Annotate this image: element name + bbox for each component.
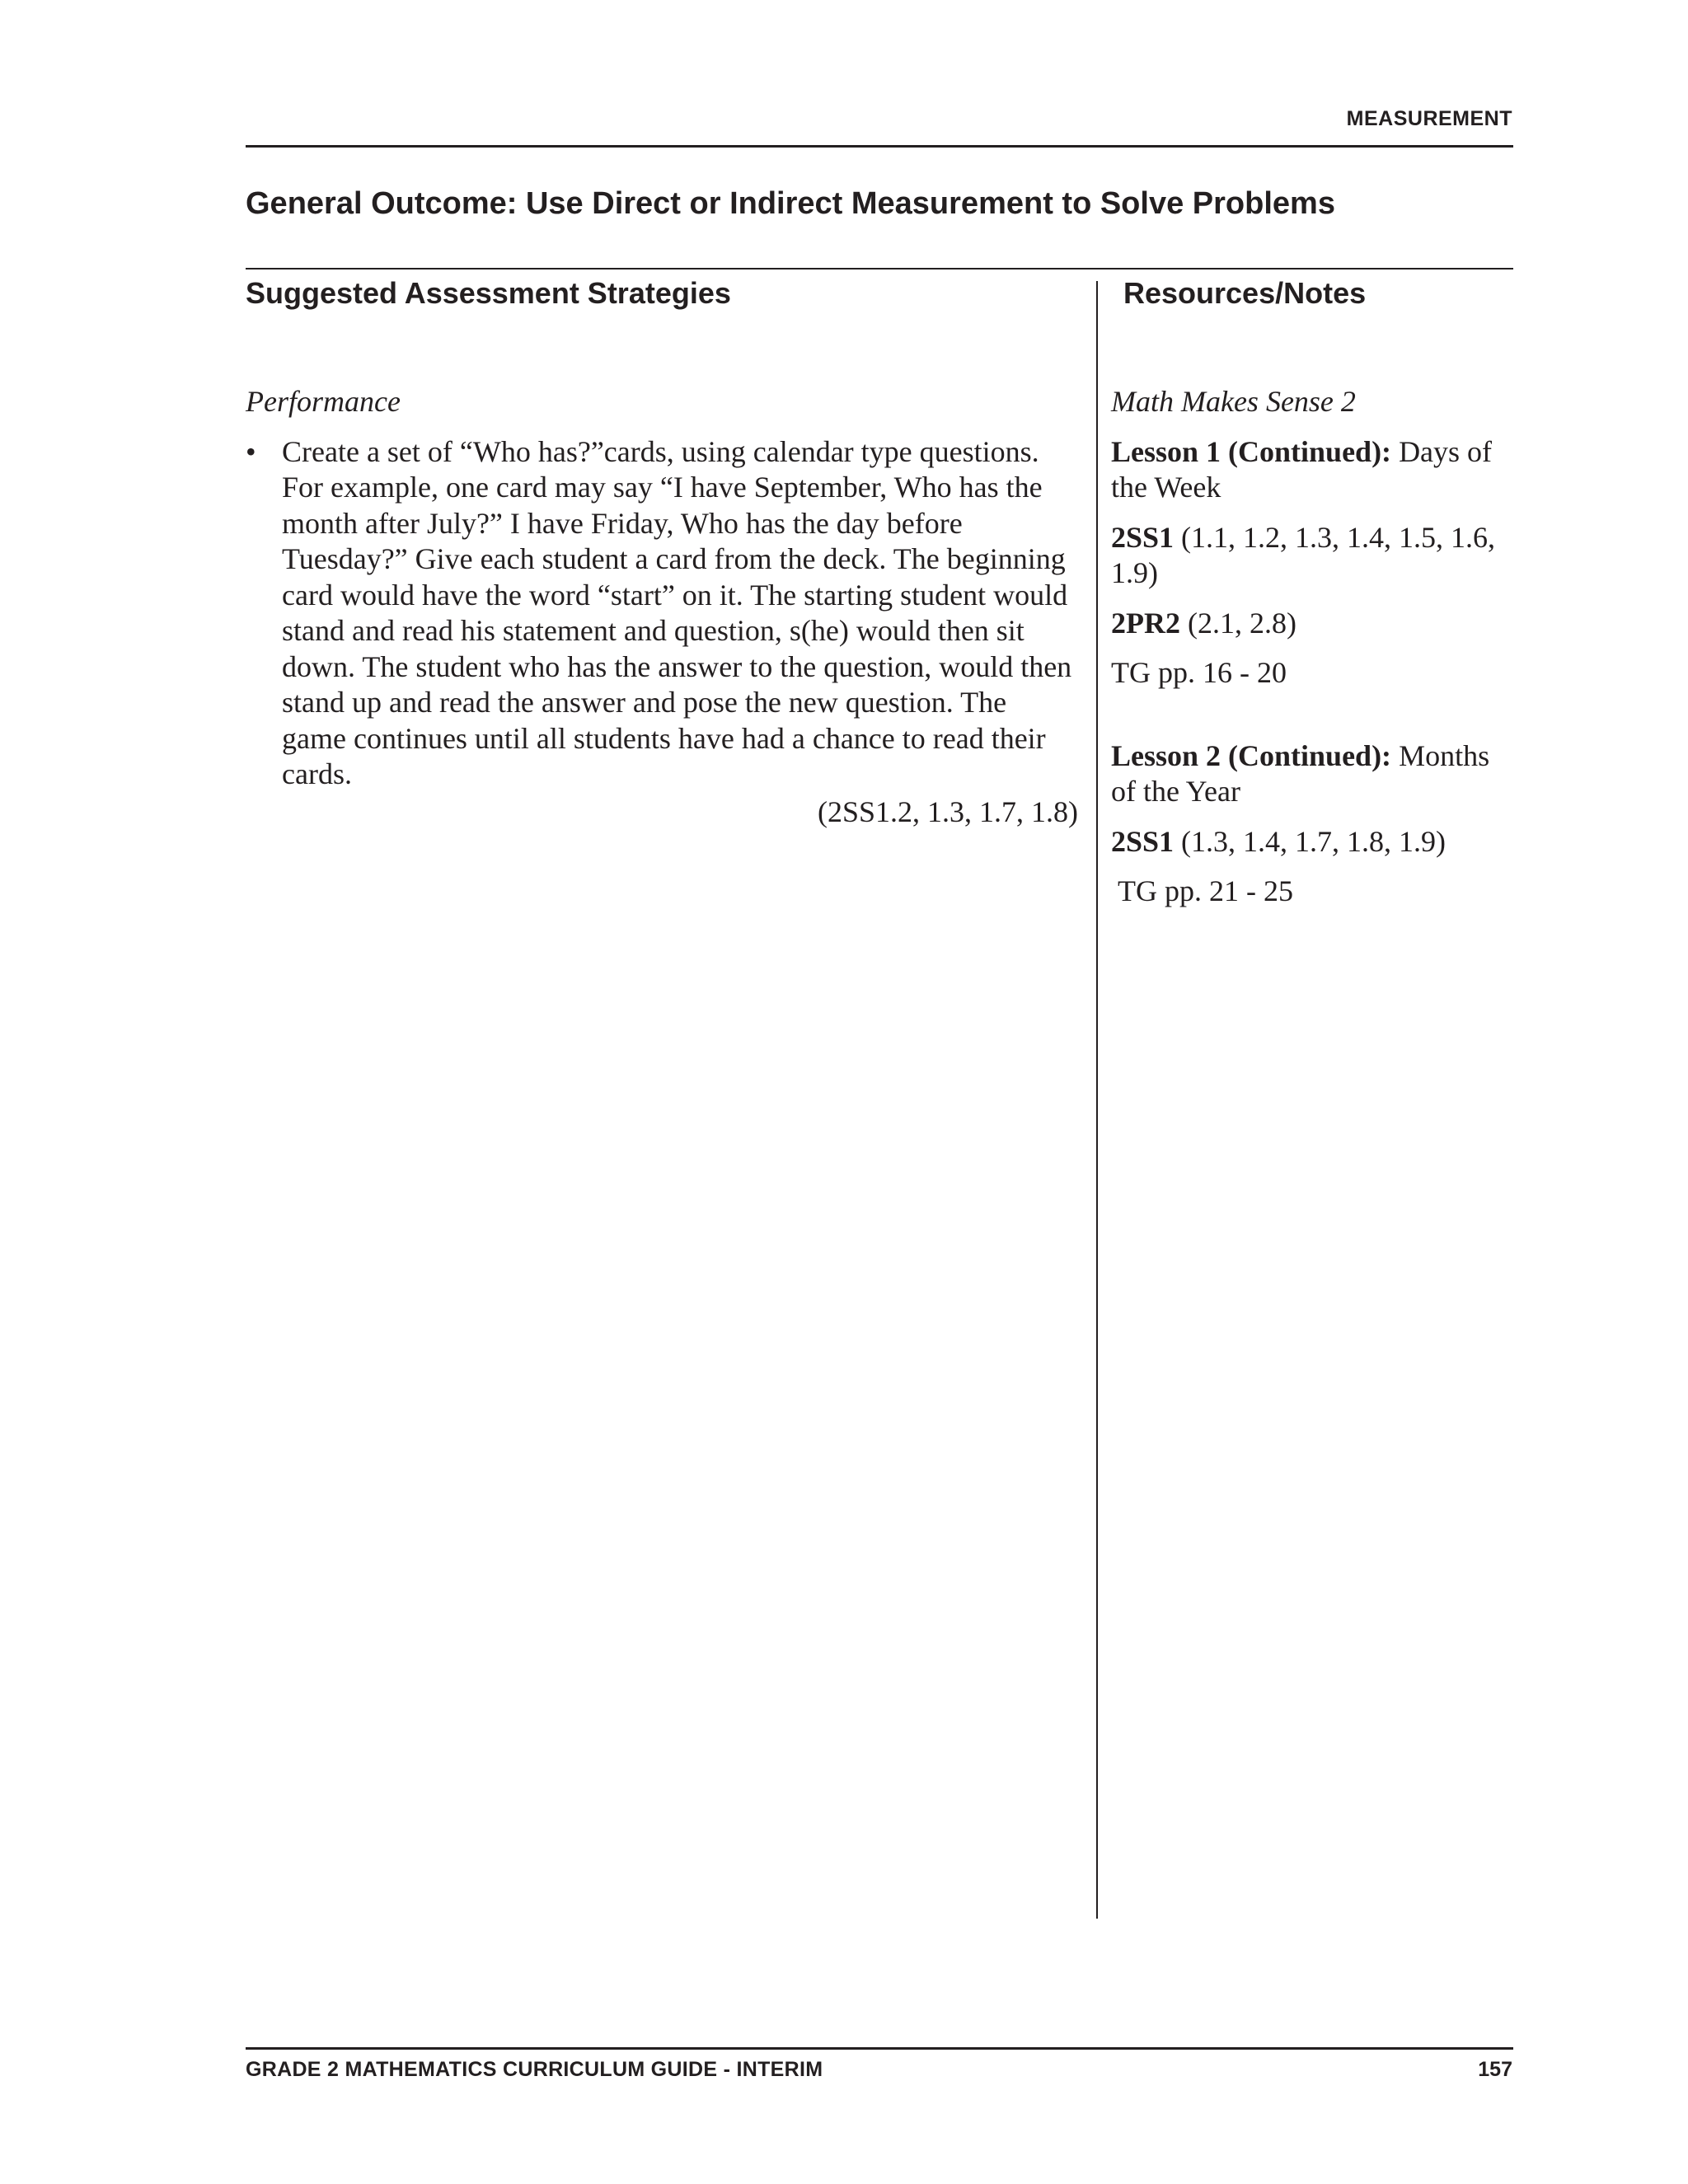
lesson2-ss-outcomes xyxy=(1111,824,1515,860)
lesson1-tg-pages: TG pp. 16 - 20 xyxy=(1111,656,1287,689)
lesson1-ss-code: 2SS1 xyxy=(1111,520,1175,554)
performance-heading: Performance xyxy=(246,385,401,418)
assessment-strategies-heading: Suggested Assessment Strategies xyxy=(246,276,731,310)
general-outcome-title: General Outcome: Use Direct or Indirect Measurement to Solve Problems xyxy=(246,186,1335,221)
footer-title: GRADE 2 MATHEMATICS CURRICULUM GUIDE - INTERIM xyxy=(246,2058,823,2081)
lesson2-title: Months of the Year xyxy=(1111,738,1490,808)
column-divider xyxy=(1096,281,1098,1919)
page-number: 157 xyxy=(1478,2058,1512,2081)
assessment-column xyxy=(246,384,1078,830)
lesson1-pr-code: 2PR2 xyxy=(1111,606,1180,640)
lesson2-heading xyxy=(1111,738,1515,810)
resource-title: Math Makes Sense 2 xyxy=(1111,385,1356,418)
resources-column xyxy=(1111,384,1515,924)
bullet-text: Create a set of “Who has?”cards, using calendar type questions. For example, one card may say “I have September, Who has the month after July?” I have Friday, Who has the day before Tuesday?” Give each student a card from the deck. The beginning card would have the word “start” on it. The starting student would stand and read his statement and question, s(he) would then sit down. The student who has the answer to the question, would then stand up and read the answer and pose the new question. The game continues until all students have had a chance to read their cards. xyxy=(282,434,1072,790)
lesson1-ss-values: (1.1, 1.2, 1.3, 1.4, 1.5, 1.6, 1.9) xyxy=(1111,520,1496,589)
resources-notes-heading: Resources/Notes xyxy=(1123,276,1367,310)
lesson1-title: Days of the Week xyxy=(1111,434,1493,504)
outcome-reference: (2SS1.2, 1.3, 1.7, 1.8) xyxy=(817,794,1078,828)
lesson2-ss-values: (1.3, 1.4, 1.7, 1.8, 1.9) xyxy=(1181,824,1447,858)
footer-rule xyxy=(246,2047,1513,2050)
lesson1-label: Lesson 1 (Continued): xyxy=(1111,434,1392,468)
lesson1-pr-values: (2.1, 2.8) xyxy=(1188,606,1296,640)
lesson2-tg-pages: TG pp. 21 - 25 xyxy=(1118,874,1293,907)
column-header-rule xyxy=(246,268,1513,269)
lesson1-heading xyxy=(1111,434,1515,506)
lesson2-label: Lesson 2 (Continued): xyxy=(1111,738,1392,772)
section-header: MEASUREMENT xyxy=(1346,107,1512,130)
top-rule xyxy=(246,145,1513,148)
bullet-icon: • xyxy=(246,434,256,468)
lesson2-ss-code: 2SS1 xyxy=(1111,824,1175,858)
lesson1-pr-outcomes xyxy=(1111,606,1515,642)
lesson1-ss-outcomes xyxy=(1111,520,1515,592)
bullet-item xyxy=(246,434,1078,793)
